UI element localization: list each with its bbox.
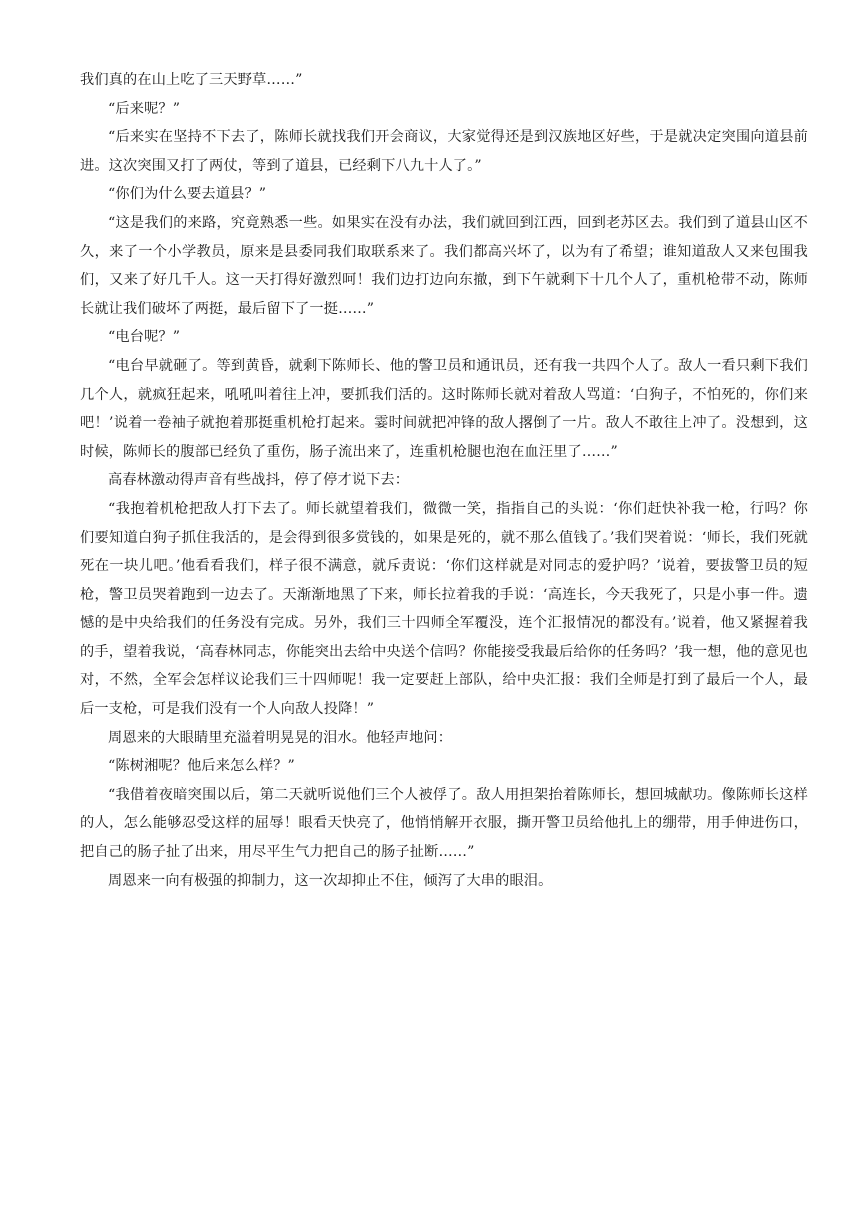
paragraph-9: “我抱着机枪把敌人打下去了。师长就望着我们，微微一笑，指指自己的头说：‘你们赶快补我一枪，行吗？你们要知道白狗子抓住我活的，是会得到很多赏钱的，如果是死的，就不那么值钱了。’我们哭着说：‘师长，我们死就死在一块儿吧。’他看看我们，样子很不满意，就斥责说：‘你们这样就是对同志的爱护吗？’说着，要拔警卫员的短枪，警卫员哭着跑到一边去了。天渐渐地黑了下来，师长拉着我的手说：‘高连长，今天我死了，只是小事一件。遗憾的是中央给我们的任务没有完成。另外，我们三十四师全军覆没，连个汇报情况的都没有。’说着，他又紧握着我的手，望着我说，‘高春林同志，你能突出去给中央送个信吗？你能接受我最后给你的任务吗？’我一想，他的意见也对，不然，全军会怎样议论我们三十四师呢！我一定要赶上部队，给中央汇报：我们全师是打到了最后一个人，最后一支枪，可是我们没有一个人向敌人投降！” [80,500,808,718]
paragraph-6: “电台呢？” [108,329,181,346]
paragraph-4: “你们为什么要去道县？” [108,186,267,203]
paragraph-13: 周恩来一向有极强的抑制力，这一次却抑止不住，倾泻了大串的眼泪。 [108,872,553,889]
paragraph-7: “电台早就砸了。等到黄昏，就剩下陈师长、他的警卫员和通讯员，还有我一共四个人了。敌人一看只剩下我们几个人，就疯狂起来，吼吼叫着往上冲，要抓我们活的。这时陈师长就对着敌人骂道：‘白狗子，不怕死的，你们来吧！’说着一卷袖子就抱着那挺重机枪打起来。霎时间就把冲锋的敌人撂倒了一片。敌人不敢往上冲了。没想到，这时候，陈师长的腹部已经负了重伤，肠子流出来了，连重机枪腿也泡在血汪里了……” [80,357,808,460]
paragraph-1: 我们真的在山上吃了三天野草……” [80,72,303,88]
document-body [80,66,808,895]
paragraph-10: 周恩来的大眼睛里充溢着明晃晃的泪水。他轻声地问： [108,729,453,746]
paragraph-8: 高春林激动得声音有些战抖，停了停才说下去： [108,472,410,489]
paragraph-2: “后来呢？” [108,100,181,117]
paragraph-11: “陈树湘呢？他后来怎么样？” [108,758,295,775]
paragraph-12: “我借着夜暗突围以后，第二天就听说他们三个人被俘了。敌人用担架抬着陈师长，想回城献功。像陈师长这样的人，怎么能够忍受这样的屈辱！眼看天快亮了，他悄悄解开衣服，撕开警卫员给他扎上的绷带，用手伸进伤口，把自己的肠子扯了出来，用尽平生气力把自己的肠子扯断……” [80,786,808,861]
paragraph-3: “后来实在坚持不下去了，陈师长就找我们开会商议，大家觉得还是到汉族地区好些，于是就决定突围向道县前进。这次突围又打了两仗，等到了道县，已经剩下八九十人了。” [80,129,808,174]
paragraph-5: “这是我们的来路，究竟熟悉一些。如果实在没有办法，我们就回到江西，回到老苏区去。我们到了道县山区不久，来了一个小学教员，原来是县委同我们取联系来了。我们都高兴坏了，以为有了希望；谁知道敌人又来包围我们，又来了好几千人。这一天打得好激烈呵！我们边打边向东撤，到下午就剩下十几个人了，重机枪带不动，陈师长就让我们破坏了两挺，最后留下了一挺……” [80,214,808,317]
